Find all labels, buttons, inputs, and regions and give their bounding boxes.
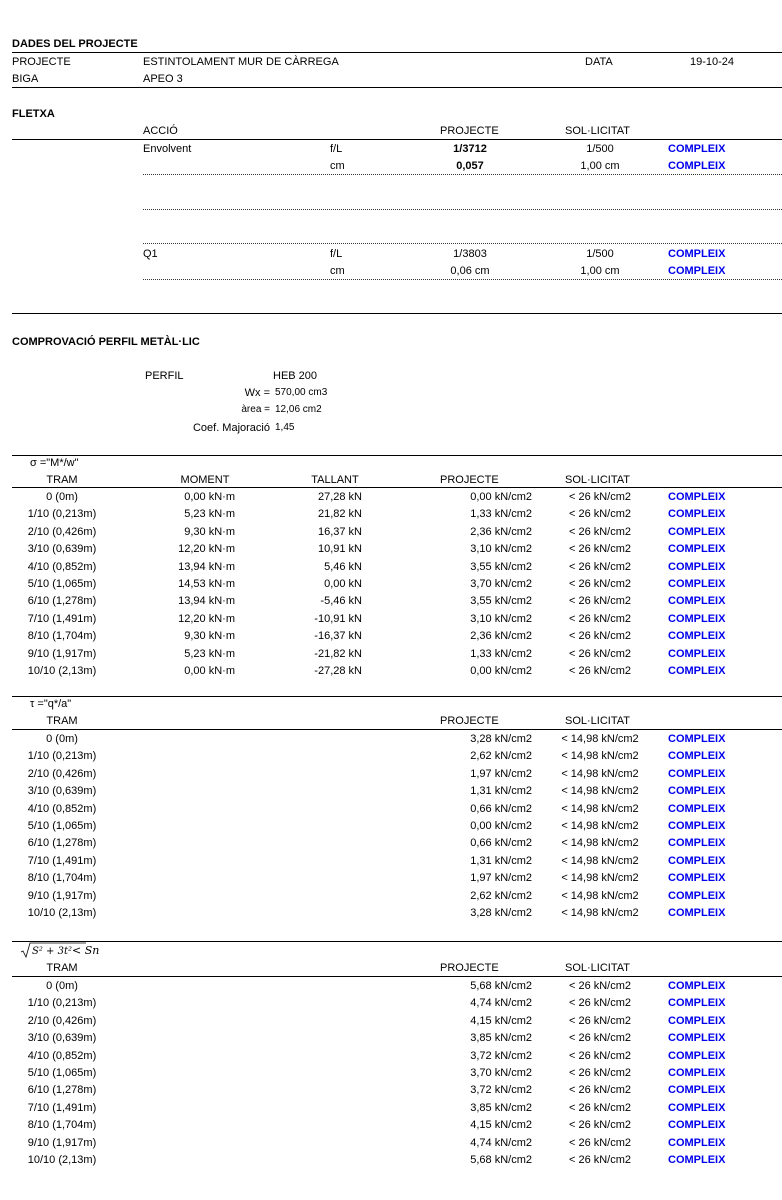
sollicitat-cell: < 14,98 kN/cm2 bbox=[561, 733, 639, 745]
tram-cell: 0 (0m) bbox=[46, 980, 78, 992]
status-badge: COMPLEIX bbox=[668, 837, 726, 850]
table-row bbox=[0, 489, 782, 506]
sigma-formula: σ ="M*/w" bbox=[30, 457, 79, 469]
sollicitat-cell: < 26 kN/cm2 bbox=[568, 508, 632, 521]
fletxa-dotted-rule bbox=[143, 279, 782, 280]
fletxa-unit: cm bbox=[330, 160, 345, 172]
fletxa-dotted-rule bbox=[143, 209, 782, 210]
tau-col-projecte: PROJECTE bbox=[440, 715, 499, 727]
table-row bbox=[0, 1117, 782, 1134]
status-badge: COMPLEIX bbox=[668, 889, 726, 902]
combined-col-projecte: PROJECTE bbox=[440, 962, 499, 974]
moment-cell: 9,30 kN·m bbox=[184, 630, 235, 643]
sigma-col-projecte: PROJECTE bbox=[440, 474, 499, 486]
table-row bbox=[0, 524, 782, 541]
projecte-cell: 4,15 kN/cm2 bbox=[470, 1014, 532, 1027]
tram-cell: 6/10 (1,278m) bbox=[27, 595, 97, 608]
projecte-cell: 3,28 kN/cm2 bbox=[470, 907, 532, 919]
status-badge: COMPLEIX bbox=[668, 733, 726, 745]
table-row bbox=[0, 663, 782, 680]
tram-cell: 2/10 (0,426m) bbox=[27, 525, 97, 538]
projecte-cell: 4,74 kN/cm2 bbox=[470, 997, 532, 1010]
sigma-col-sollicitat: SOL·LICITAT bbox=[565, 474, 630, 486]
table-row bbox=[0, 576, 782, 593]
moment-cell: 12,20 kN·m bbox=[178, 612, 235, 625]
projecte-cell: 2,36 kN/cm2 bbox=[470, 525, 532, 538]
tram-cell: 7/10 (1,491m) bbox=[27, 1101, 97, 1114]
table-row bbox=[0, 1065, 782, 1082]
sollicitat-cell: < 26 kN/cm2 bbox=[568, 1084, 632, 1097]
moment-cell: 13,94 kN·m bbox=[178, 595, 235, 608]
sollicitat-cell: < 26 kN/cm2 bbox=[568, 1049, 632, 1062]
moment-cell: 12,20 kN·m bbox=[178, 543, 235, 556]
tram-cell: 9/10 (1,917m) bbox=[27, 647, 97, 660]
coef-value: 1,45 bbox=[275, 422, 295, 433]
tallant-cell: -10,91 kN bbox=[314, 612, 362, 625]
projecte-cell: 2,62 kN/cm2 bbox=[470, 889, 532, 902]
projecte-cell: 4,15 kN/cm2 bbox=[470, 1119, 532, 1132]
tram-cell: 4/10 (0,852m) bbox=[27, 802, 97, 815]
tram-cell: 5/10 (1,065m) bbox=[27, 578, 97, 590]
sollicitat-cell: < 26 kN/cm2 bbox=[568, 980, 632, 992]
sollicitat-cell: < 14,98 kN/cm2 bbox=[561, 872, 639, 885]
sollicitat-cell: < 14,98 kN/cm2 bbox=[561, 750, 639, 763]
tram-cell: 2/10 (0,426m) bbox=[27, 767, 97, 780]
tram-cell: 8/10 (1,704m) bbox=[27, 872, 97, 885]
tallant-cell: 10,91 kN bbox=[317, 543, 362, 556]
status-badge: COMPLEIX bbox=[668, 1049, 726, 1062]
fletxa-group-name: Q1 bbox=[143, 248, 158, 260]
tau-col-tram: TRAM bbox=[46, 715, 78, 727]
tau-col-sollicitat: SOL·LICITAT bbox=[565, 715, 630, 727]
perfil-value: HEB 200 bbox=[273, 370, 318, 382]
sigma-header-rule bbox=[12, 487, 782, 488]
status-badge: COMPLEIX bbox=[668, 560, 726, 573]
combined-formula-rhs: < Sn bbox=[72, 944, 100, 957]
table-row bbox=[0, 905, 782, 922]
status-badge: COMPLEIX bbox=[668, 750, 726, 763]
tram-cell: 7/10 (1,491m) bbox=[27, 612, 97, 625]
moment-cell: 0,00 kN·m bbox=[184, 665, 235, 677]
data-value: 19-10-24 bbox=[690, 56, 735, 68]
fletxa-col-projecte: PROJECTE bbox=[440, 125, 499, 137]
table-row bbox=[0, 628, 782, 645]
table-row bbox=[0, 646, 782, 663]
sqrt-formula-icon bbox=[20, 941, 120, 959]
status-badge: COMPLEIX bbox=[668, 1101, 726, 1114]
perfil-label: PERFIL bbox=[145, 370, 184, 382]
sollicitat-cell: < 14,98 kN/cm2 bbox=[561, 767, 639, 780]
projecte-cell: 1,97 kN/cm2 bbox=[470, 872, 532, 885]
tram-cell: 10/10 (2,13m) bbox=[27, 665, 97, 677]
table-row bbox=[0, 541, 782, 558]
table-row bbox=[0, 888, 782, 905]
perfil-title: COMPROVACIÓ PERFIL METÀL·LIC bbox=[12, 336, 200, 348]
biga-value: APEO 3 bbox=[143, 73, 183, 85]
projecte-cell: 2,62 kN/cm2 bbox=[470, 750, 532, 763]
projecte-cell: 4,74 kN/cm2 bbox=[470, 1136, 532, 1149]
area-label: àrea = bbox=[241, 404, 270, 415]
projecte-cell: 3,85 kN/cm2 bbox=[470, 1101, 532, 1114]
tram-cell: 10/10 (2,13m) bbox=[27, 907, 97, 919]
table-row bbox=[0, 593, 782, 610]
header-bottom-rule bbox=[12, 87, 782, 88]
status-badge: COMPLEIX bbox=[668, 980, 726, 992]
tallant-cell: 5,46 kN bbox=[324, 560, 362, 573]
sollicitat-cell: < 26 kN/cm2 bbox=[568, 1067, 632, 1079]
tau-top-rule bbox=[12, 696, 782, 697]
projecte-value: ESTINTOLAMENT MUR DE CÀRREGA bbox=[143, 56, 339, 68]
status-badge: COMPLEIX bbox=[668, 1136, 726, 1149]
sollicitat-cell: < 14,98 kN/cm2 bbox=[561, 837, 639, 850]
sollicitat-cell: < 26 kN/cm2 bbox=[568, 595, 632, 608]
projecte-cell: 3,10 kN/cm2 bbox=[470, 543, 532, 556]
data-label: DATA bbox=[585, 56, 613, 68]
sollicitat-cell: < 14,98 kN/cm2 bbox=[561, 802, 639, 815]
combined-col-sollicitat: SOL·LICITAT bbox=[565, 962, 630, 974]
fletxa-projecte-value: 0,057 bbox=[456, 160, 484, 172]
projecte-cell: 3,55 kN/cm2 bbox=[470, 595, 532, 608]
table-row bbox=[0, 559, 782, 576]
fletxa-unit: f/L bbox=[330, 143, 343, 155]
tallant-cell: -27,28 kN bbox=[314, 665, 362, 677]
coef-label: Coef. Majoració bbox=[192, 422, 270, 434]
table-row bbox=[0, 766, 782, 783]
tram-cell: 6/10 (1,278m) bbox=[27, 1084, 97, 1097]
sollicitat-cell: < 14,98 kN/cm2 bbox=[561, 907, 639, 919]
sollicitat-cell: < 26 kN/cm2 bbox=[568, 630, 632, 643]
status-badge: COMPLEIX bbox=[668, 543, 726, 556]
projecte-label: PROJECTE bbox=[12, 56, 71, 68]
status-badge: COMPLEIX bbox=[668, 1014, 726, 1027]
tram-cell: 3/10 (0,639m) bbox=[27, 1032, 97, 1045]
projecte-cell: 0,00 kN/cm2 bbox=[470, 820, 532, 832]
tram-cell: 8/10 (1,704m) bbox=[27, 630, 97, 643]
table-row bbox=[0, 818, 782, 835]
tram-cell: 3/10 (0,639m) bbox=[27, 785, 97, 798]
wx-label: Wx = bbox=[244, 387, 270, 399]
sollicitat-cell: < 26 kN/cm2 bbox=[568, 1119, 632, 1132]
wx-value: 570,00 cm3 bbox=[275, 387, 328, 398]
projecte-cell: 3,28 kN/cm2 bbox=[470, 733, 532, 745]
tram-cell: 7/10 (1,491m) bbox=[27, 854, 97, 867]
status-badge: COMPLEIX bbox=[668, 525, 726, 538]
status-badge: COMPLEIX bbox=[668, 578, 726, 590]
table-row bbox=[0, 835, 782, 852]
table-row bbox=[0, 1152, 782, 1169]
table-row bbox=[0, 1100, 782, 1117]
tallant-cell: 21,82 kN bbox=[317, 508, 362, 521]
sigma-top-rule bbox=[12, 455, 782, 456]
projecte-cell: 0,66 kN/cm2 bbox=[470, 837, 532, 850]
fletxa-col-sollicitat: SOL·LICITAT bbox=[565, 125, 630, 137]
projecte-cell: 3,70 kN/cm2 bbox=[470, 578, 532, 590]
moment-cell: 9,30 kN·m bbox=[184, 525, 235, 538]
section-divider bbox=[12, 313, 782, 314]
status-badge: COMPLEIX bbox=[668, 508, 726, 521]
projecte-cell: 3,10 kN/cm2 bbox=[470, 612, 532, 625]
fletxa-unit: cm bbox=[330, 265, 345, 277]
status-badge: COMPLEIX bbox=[668, 595, 726, 608]
moment-cell: 14,53 kN·m bbox=[178, 578, 235, 590]
projecte-cell: 0,66 kN/cm2 bbox=[470, 802, 532, 815]
sollicitat-cell: < 26 kN/cm2 bbox=[568, 491, 632, 503]
status-badge: COMPLEIX bbox=[668, 785, 726, 798]
tau-header-rule bbox=[12, 729, 782, 730]
tallant-cell: 27,28 kN bbox=[317, 491, 362, 503]
sollicitat-cell: < 14,98 kN/cm2 bbox=[561, 820, 639, 832]
fletxa-unit: f/L bbox=[330, 248, 343, 260]
moment-cell: 13,94 kN·m bbox=[178, 560, 235, 573]
sigma-col-tallant: TALLANT bbox=[311, 474, 359, 486]
status-badge: COMPLEIX bbox=[668, 265, 726, 277]
tallant-cell: 0,00 kN bbox=[324, 578, 362, 590]
projecte-cell: 1,97 kN/cm2 bbox=[470, 767, 532, 780]
sollicitat-cell: < 26 kN/cm2 bbox=[568, 997, 632, 1010]
sigma-col-tram: TRAM bbox=[46, 474, 78, 486]
tram-cell: 4/10 (0,852m) bbox=[27, 560, 97, 573]
tram-cell: 10/10 (2,13m) bbox=[27, 1154, 97, 1166]
projecte-cell: 3,85 kN/cm2 bbox=[470, 1032, 532, 1045]
sollicitat-cell: < 14,98 kN/cm2 bbox=[561, 785, 639, 798]
sigma-col-moment: MOMENT bbox=[180, 474, 230, 486]
fletxa-sollicitat-value: 1,00 cm bbox=[580, 160, 620, 172]
tallant-cell: -16,37 kN bbox=[314, 630, 362, 643]
sollicitat-cell: < 26 kN/cm2 bbox=[568, 560, 632, 573]
table-row bbox=[0, 1030, 782, 1047]
projecte-cell: 2,36 kN/cm2 bbox=[470, 630, 532, 643]
status-badge: COMPLEIX bbox=[668, 612, 726, 625]
status-badge: COMPLEIX bbox=[668, 160, 726, 172]
tram-cell: 4/10 (0,852m) bbox=[27, 1049, 97, 1062]
tallant-cell: -21,82 kN bbox=[314, 647, 362, 660]
tram-cell: 8/10 (1,704m) bbox=[27, 1119, 97, 1132]
tram-cell: 0 (0m) bbox=[46, 491, 78, 503]
table-row bbox=[0, 801, 782, 818]
status-badge: COMPLEIX bbox=[668, 143, 726, 155]
tau-formula: τ ="q*/a" bbox=[30, 698, 72, 710]
tram-cell: 5/10 (1,065m) bbox=[27, 1067, 97, 1079]
status-badge: COMPLEIX bbox=[668, 1067, 726, 1079]
tallant-cell: -5,46 kN bbox=[320, 595, 362, 608]
table-row bbox=[0, 995, 782, 1012]
sollicitat-cell: < 14,98 kN/cm2 bbox=[561, 889, 639, 902]
tram-cell: 9/10 (1,917m) bbox=[27, 889, 97, 902]
status-badge: COMPLEIX bbox=[668, 802, 726, 815]
sollicitat-cell: < 26 kN/cm2 bbox=[568, 578, 632, 590]
table-row bbox=[0, 1048, 782, 1065]
moment-cell: 0,00 kN·m bbox=[184, 491, 235, 503]
sollicitat-cell: < 26 kN/cm2 bbox=[568, 525, 632, 538]
projecte-cell: 5,68 kN/cm2 bbox=[470, 980, 532, 992]
projecte-cell: 3,72 kN/cm2 bbox=[470, 1049, 532, 1062]
fletxa-title: FLETXA bbox=[12, 108, 55, 120]
biga-label: BIGA bbox=[12, 73, 39, 85]
projecte-cell: 3,55 kN/cm2 bbox=[470, 560, 532, 573]
tallant-cell: 16,37 kN bbox=[317, 525, 362, 538]
status-badge: COMPLEIX bbox=[668, 248, 726, 260]
table-row bbox=[0, 853, 782, 870]
status-badge: COMPLEIX bbox=[668, 872, 726, 885]
status-badge: COMPLEIX bbox=[668, 1084, 726, 1097]
sollicitat-cell: < 26 kN/cm2 bbox=[568, 543, 632, 556]
projecte-cell: 3,70 kN/cm2 bbox=[470, 1067, 532, 1079]
status-badge: COMPLEIX bbox=[668, 907, 726, 919]
projecte-cell: 0,00 kN/cm2 bbox=[470, 665, 532, 677]
header-top-rule bbox=[12, 52, 782, 53]
combined-formula bbox=[20, 941, 120, 959]
tram-cell: 0 (0m) bbox=[46, 733, 78, 745]
table-row bbox=[0, 870, 782, 887]
svg-text:S² + 3t²: S² + 3t² bbox=[32, 946, 72, 957]
fletxa-projecte-value: 1/3803 bbox=[453, 248, 487, 260]
fletxa-header-rule bbox=[12, 139, 782, 140]
fletxa-sollicitat-value: 1/500 bbox=[586, 248, 614, 260]
tram-cell: 1/10 (0,213m) bbox=[27, 997, 97, 1010]
status-badge: COMPLEIX bbox=[668, 630, 726, 643]
status-badge: COMPLEIX bbox=[668, 491, 726, 503]
moment-cell: 5,23 kN·m bbox=[184, 647, 235, 660]
projecte-cell: 1,31 kN/cm2 bbox=[470, 854, 532, 867]
tram-cell: 3/10 (0,639m) bbox=[27, 543, 97, 556]
header-title: DADES DEL PROJECTE bbox=[12, 38, 138, 50]
projecte-cell: 1,31 kN/cm2 bbox=[470, 785, 532, 798]
sollicitat-cell: < 26 kN/cm2 bbox=[568, 647, 632, 660]
sollicitat-cell: < 26 kN/cm2 bbox=[568, 1032, 632, 1045]
area-value: 12,06 cm2 bbox=[275, 404, 322, 415]
fletxa-col-accio: ACCIÓ bbox=[143, 125, 178, 137]
sollicitat-cell: < 26 kN/cm2 bbox=[568, 612, 632, 625]
projecte-cell: 1,33 kN/cm2 bbox=[470, 647, 532, 660]
moment-cell: 5,23 kN·m bbox=[184, 508, 235, 521]
status-badge: COMPLEIX bbox=[668, 665, 726, 677]
sollicitat-cell: < 26 kN/cm2 bbox=[568, 1014, 632, 1027]
table-row bbox=[0, 731, 782, 748]
status-badge: COMPLEIX bbox=[668, 820, 726, 832]
table-row bbox=[0, 1013, 782, 1030]
table-row bbox=[0, 611, 782, 628]
table-row bbox=[0, 783, 782, 800]
combined-col-tram: TRAM bbox=[46, 962, 78, 974]
projecte-cell: 1,33 kN/cm2 bbox=[470, 508, 532, 521]
fletxa-projecte-value: 0,06 cm bbox=[450, 265, 490, 277]
status-badge: COMPLEIX bbox=[668, 854, 726, 867]
projecte-cell: 0,00 kN/cm2 bbox=[470, 491, 532, 503]
table-row bbox=[0, 1082, 782, 1099]
projecte-cell: 3,72 kN/cm2 bbox=[470, 1084, 532, 1097]
sollicitat-cell: < 26 kN/cm2 bbox=[568, 1136, 632, 1149]
sollicitat-cell: < 14,98 kN/cm2 bbox=[561, 854, 639, 867]
tram-cell: 2/10 (0,426m) bbox=[27, 1014, 97, 1027]
status-badge: COMPLEIX bbox=[668, 997, 726, 1010]
sollicitat-cell: < 26 kN/cm2 bbox=[568, 1101, 632, 1114]
table-row bbox=[0, 748, 782, 765]
status-badge: COMPLEIX bbox=[668, 1119, 726, 1132]
sollicitat-cell: < 26 kN/cm2 bbox=[568, 1154, 632, 1166]
tram-cell: 6/10 (1,278m) bbox=[27, 837, 97, 850]
table-row bbox=[0, 506, 782, 523]
tram-cell: 9/10 (1,917m) bbox=[27, 1136, 97, 1149]
table-row bbox=[0, 978, 782, 995]
combined-top-rule bbox=[12, 941, 782, 942]
fletxa-dotted-rule bbox=[143, 174, 782, 175]
status-badge: COMPLEIX bbox=[668, 1032, 726, 1045]
combined-header-rule bbox=[12, 976, 782, 977]
table-row bbox=[0, 1135, 782, 1152]
fletxa-projecte-value: 1/3712 bbox=[453, 143, 487, 155]
sollicitat-cell: < 26 kN/cm2 bbox=[568, 665, 632, 677]
fletxa-sollicitat-value: 1/500 bbox=[586, 143, 614, 155]
fletxa-group-name: Envolvent bbox=[143, 143, 192, 155]
status-badge: COMPLEIX bbox=[668, 647, 726, 660]
fletxa-sollicitat-value: 1,00 cm bbox=[580, 265, 620, 277]
projecte-cell: 5,68 kN/cm2 bbox=[470, 1154, 532, 1166]
tram-cell: 5/10 (1,065m) bbox=[27, 820, 97, 832]
tram-cell: 1/10 (0,213m) bbox=[27, 750, 97, 763]
status-badge: COMPLEIX bbox=[668, 1154, 726, 1166]
tram-cell: 1/10 (0,213m) bbox=[27, 508, 97, 521]
fletxa-dotted-rule bbox=[143, 243, 782, 244]
status-badge: COMPLEIX bbox=[668, 767, 726, 780]
